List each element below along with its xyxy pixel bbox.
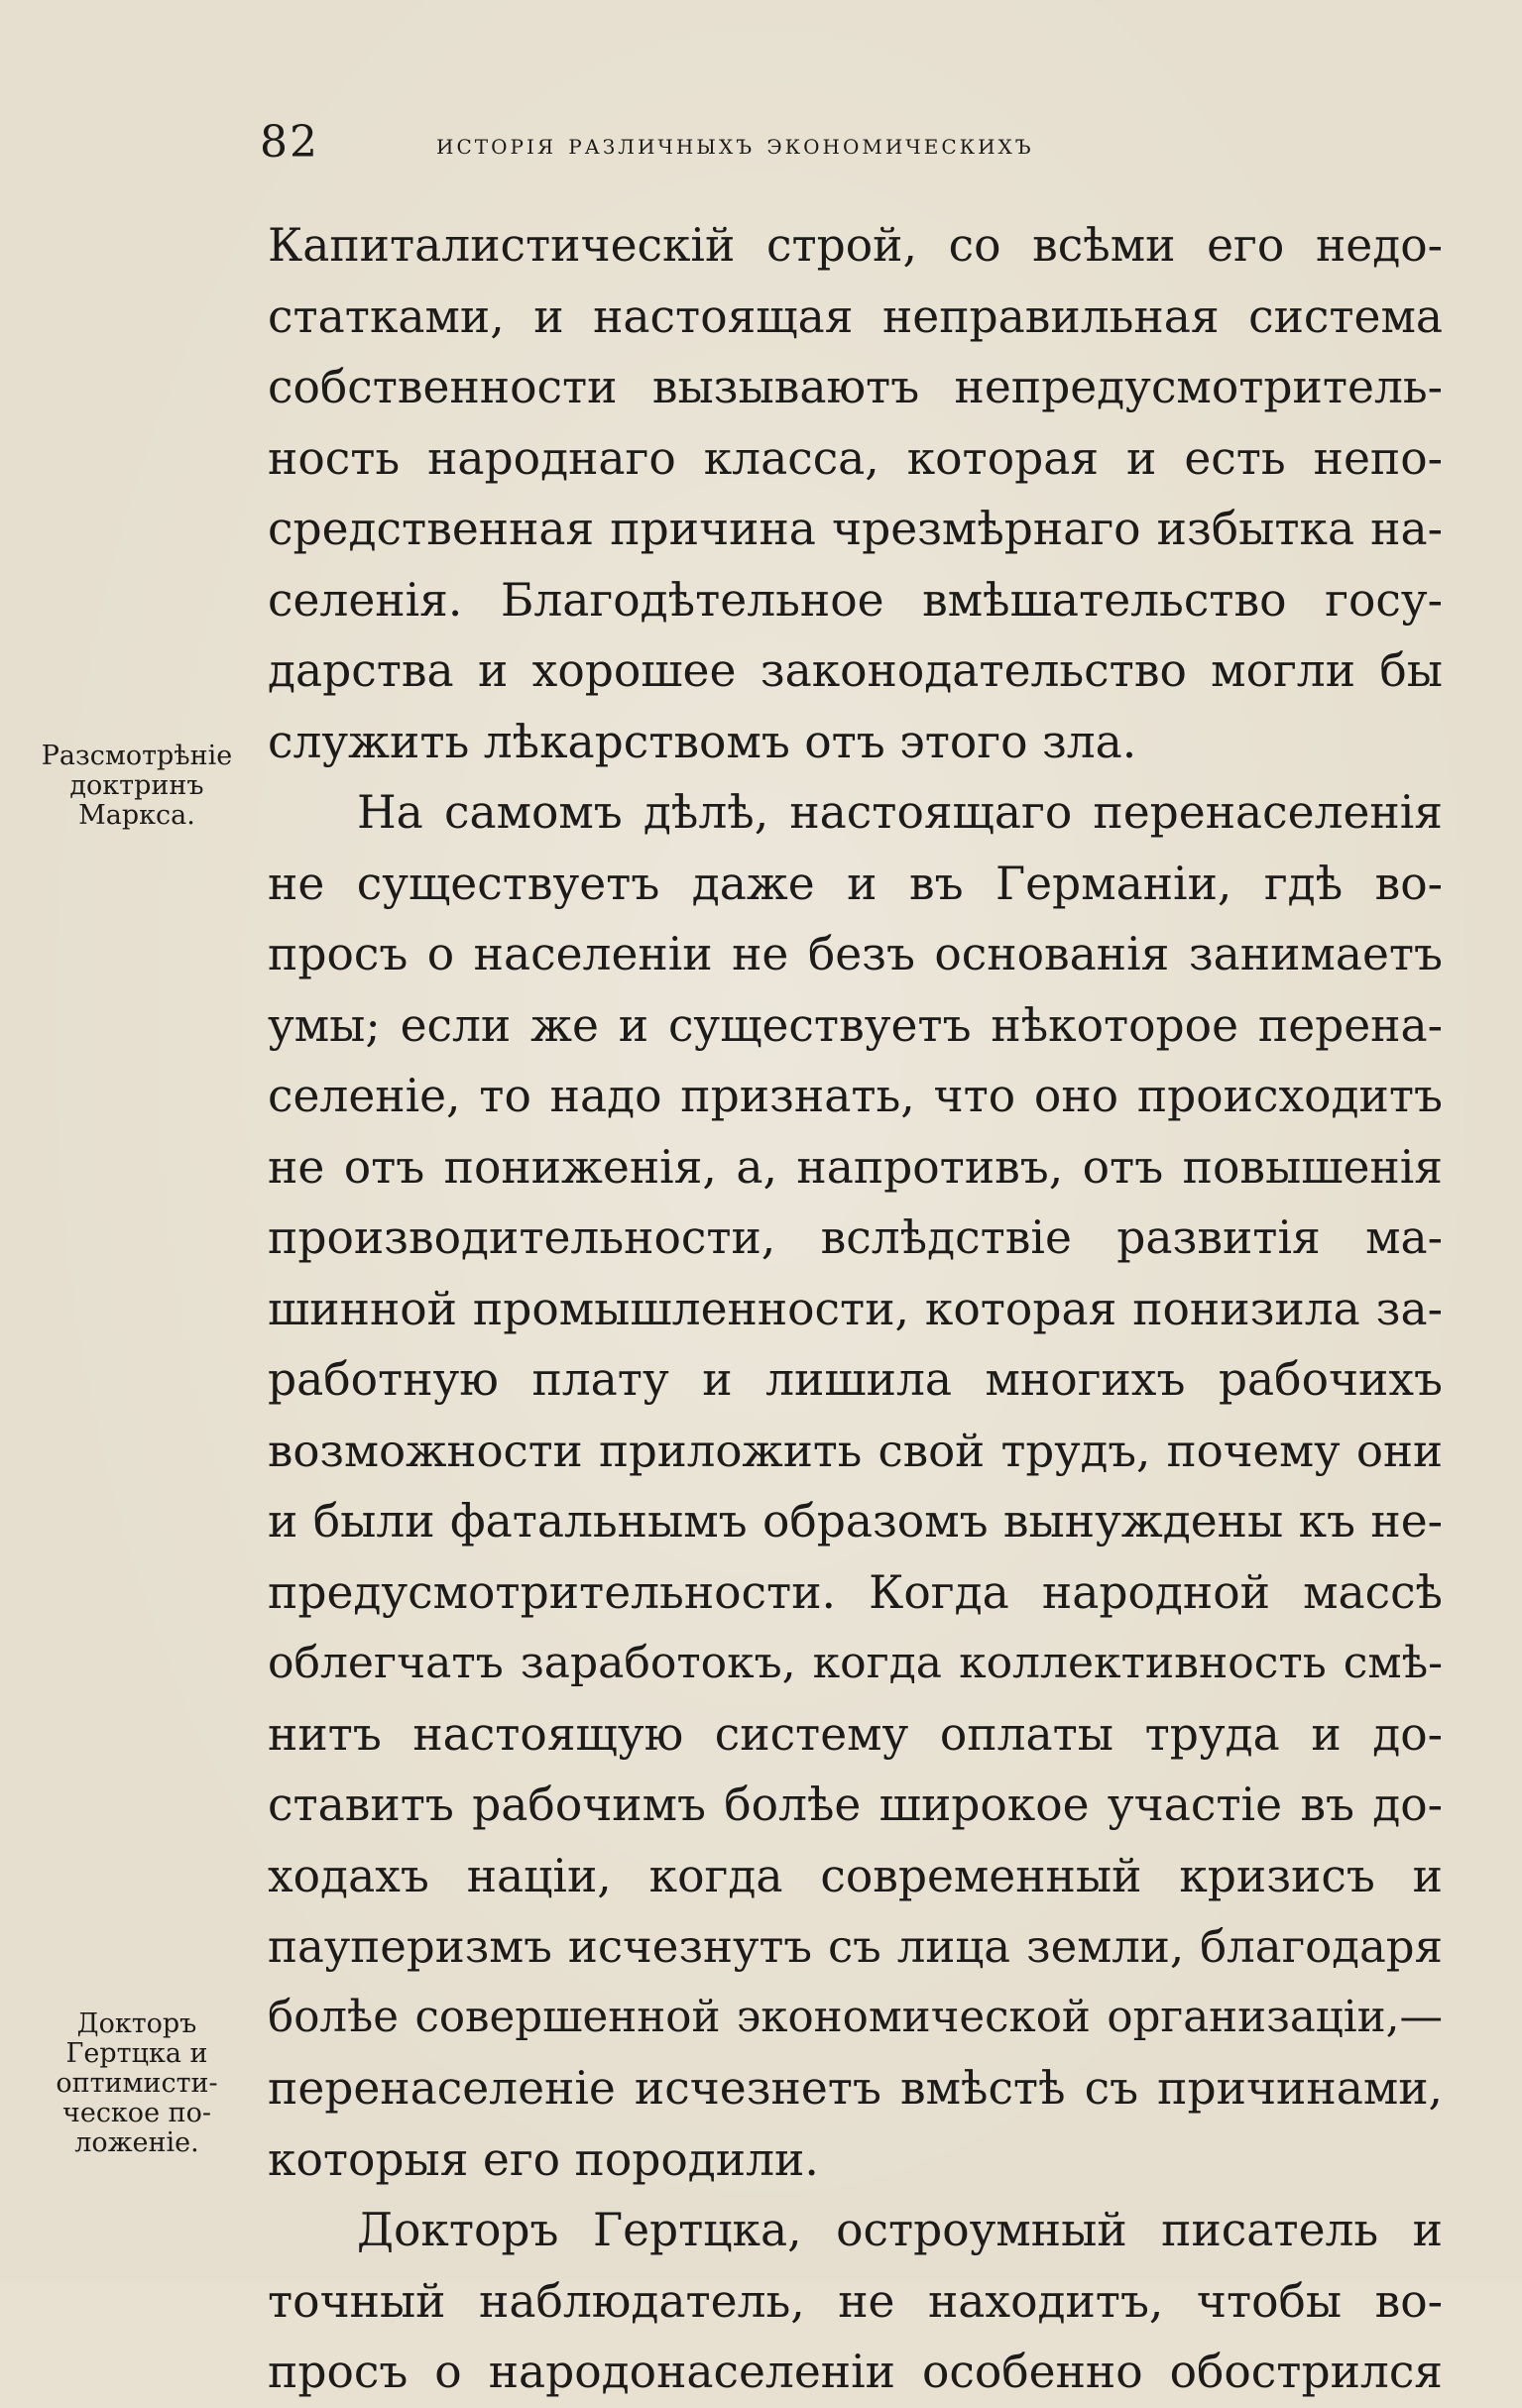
text-line: Докторъ Гертцка, остроумный писатель и (357, 2204, 1443, 2256)
text-line: статками, и настоящая неправильная система (268, 289, 1443, 343)
text-line: селеніе, то надо признать, что оно происходитъ (268, 1070, 1443, 1122)
margin-note-line: оптимисти- (56, 2068, 218, 2099)
margin-note-line: ложеніе. (74, 2127, 199, 2158)
text-line: служить лѣкарствомъ отъ этого зла. (268, 715, 1137, 768)
text-line: предусмотрительности. Когда народной массѣ (268, 1565, 1443, 1619)
text-line: которыя его породили. (268, 2132, 819, 2186)
text-line: производительности, вслѣдствіе развитія ма- (268, 1211, 1443, 1264)
body-text (268, 210, 1443, 2408)
text-line: не существуетъ даже и въ Германіи, гдѣ во- (268, 857, 1443, 910)
text-line: работную плату и лишила многихъ рабочихъ (268, 1353, 1443, 1406)
text-line: перенаселеніе исчезнетъ вмѣстѣ съ причинами, (268, 2062, 1443, 2115)
text-line: умы; если же и существуетъ нѣкоторое перена- (268, 998, 1443, 1052)
margin-note-hertzka (18, 2009, 256, 2158)
text-line: селенія. Благодѣтельное вмѣшательство госу- (268, 573, 1443, 627)
text-line: точный наблюдатель, не находитъ, чтобы во- (268, 2274, 1443, 2328)
margin-note-line: Маркса. (78, 800, 195, 831)
text-line: дарства и хорошее законодательство могли бы (268, 644, 1443, 697)
text-line: и были фатальнымъ образомъ вынуждены къ не- (268, 1495, 1443, 1548)
text-line: болѣе совершенной экономической организаціи,— (268, 1992, 1443, 2042)
margin-note-line: Разсмотрѣніе (41, 741, 233, 771)
page-number: 82 (260, 117, 319, 168)
text-line: Капиталистическій строй, со всѣми его недо- (268, 219, 1443, 272)
page-header (0, 109, 1522, 178)
margin-note-line: Гертцка и (65, 2038, 208, 2069)
text-line: просъ о народонаселеніи особенно обострился (268, 2346, 1443, 2398)
text-line: На самомъ дѣлѣ, настоящаго перенаселенія (357, 786, 1443, 839)
margin-note-line: Докторъ (76, 2008, 197, 2039)
text-line: возможности приложить свой трудъ, почему они (268, 1424, 1443, 1477)
text-line: просъ о населеніи не безъ основанія занимаетъ (268, 928, 1443, 980)
text-line: собственности вызываютъ непредусмотритель- (268, 361, 1443, 413)
margin-note-line: ческое по- (61, 2098, 212, 2128)
text-line: нитъ настоящую систему оплаты труда и до- (268, 1707, 1443, 1761)
margin-note-line: доктринъ (69, 770, 204, 801)
margin-note-marx (18, 742, 256, 831)
text-line: ставитъ рабочимъ болѣе широкое участіе въ до- (268, 1778, 1443, 1831)
text-line: средственная причина чрезмѣрнаго избытка на- (268, 503, 1443, 555)
text-line: шинной промышленности, которая понизила за- (268, 1282, 1443, 1335)
text-line: облегчатъ заработокъ, когда коллективность смѣ- (268, 1638, 1443, 1688)
text-line: ность народнаго класса, которая и есть непо- (268, 431, 1443, 485)
text-line: ходахъ націи, когда современный кризисъ и (268, 1849, 1443, 1902)
running-head: исторія различныхъ экономическихъ (436, 127, 1034, 161)
text-line: не отъ пониженія, а, напротивъ, отъ повышенія (268, 1140, 1443, 1194)
text-line: пауперизмъ исчезнутъ съ лица земли, благодаря (268, 1920, 1443, 1973)
